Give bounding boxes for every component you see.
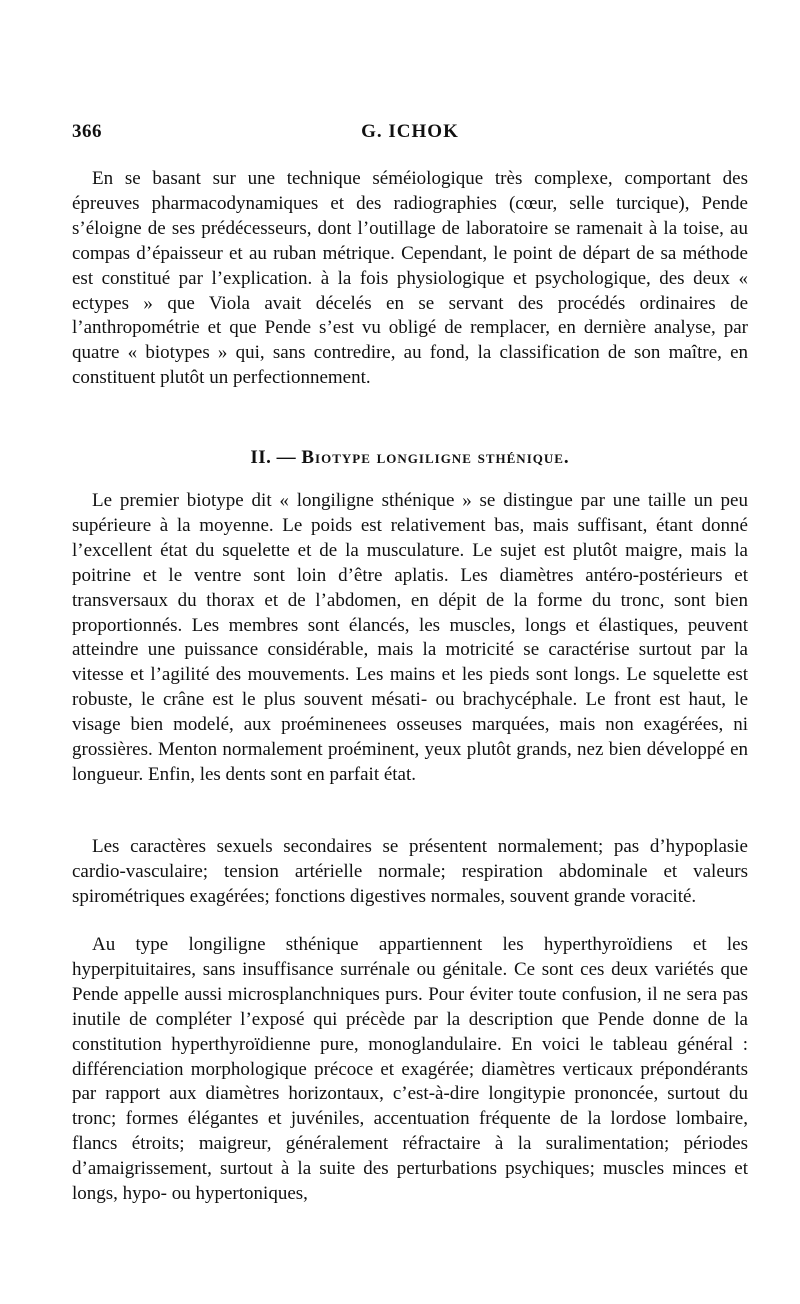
paragraph-sexual-characters: Les caractères sexuels secondaires se présentent normalement; pas d’hypoplasie cardio-vasculaire; tension artérielle normale; respiration abdominale et valeurs spirométriques exagérées; fonctions digestives normales, souvent grande voracité. [72,836,748,907]
paragraph-hyperthyroid-type: Au type longiligne sthénique appartiennent les hyperthyroïdiens et les hyperpituitaires, sans insuffisance surrénale ou génitale. Ce sont ces deux variétés que Pende appelle aussi microsplanchniques purs. Pour éviter toute confusion, il ne sera pas inutile de compléter l’exposé qui précède par la description que Pende donne de la constitution hyperthyroïdienne pure, monoglandulaire. En voici le tableau général : différenciation morphologique précoce et exagérée; diamètres verticaux prépondérants par rapport aux diamètres horizontaux, c’est-à-dire longitypie prononcée, surtout du tronc; formes élégantes et juvéniles, accentuation fréquente de la lordose lombaire, flancs étroits; maigreur, généralement réfractaire à la suralimentation; périodes d’amaigrissement, surtout à la suite des perturbations psychiques; muscles minces et longs, hypo- ou hypertoniques, [72,934,748,1205]
running-head [72,121,748,147]
section-numeral: II. — [250,447,297,468]
paragraph-first-biotype: Le premier biotype dit « longiligne sthénique » se distingue par une taille un peu supérieure à la moyenne. Le poids est relativement bas, mais suffisant, étant donné l’excellent état du squelette et de la musculature. Le sujet est plutôt maigre, mais la poitrine et le ventre sont loin d’être aplatis. Les diamètres antéro-postérieurs et transversaux du thorax et de l’abdomen, en dépit de la forme du tronc, sont bien proportionnés. Les membres sont élancés, les muscles, longs et élastiques, peuvent atteindre une puissance considérable, mais la motricité se caractérise surtout par la vitesse et l’agilité des mouvements. Les mains et les pieds sont longs. Le squelette est robuste, le crâne est le plus souvent mésati- ou brachycéphale. Le front est haut, le visage bien modelé, aux proéminenees osseuses marquées, mais non exagérées, ni grossières. Menton normalement proéminent, yeux plutôt grands, nez bien développé en longueur. Enfin, les dents sont en parfait état. [72,490,748,785]
page-number: 366 [72,121,102,142]
paragraph-intro: En se basant sur une technique séméiologique très complexe, comportant des épreuves pharmacodynamiques et des radiographies (cœur, selle turcique), Pende s’éloigne de ses prédécesseurs, dont l’outillage de laboratoire se ramenait à la toise, au compas d’épaisseur et au ruban métrique. Cependant, le point de départ de sa méthode est constitué par l’explication. à la fois physiologique et psychologique, des deux « ectypes » que Viola avait décelés en se servant des procédés ordinaires de l’anthropométrie et que Pende s’est vu obligé de remplacer, en dernière analyse, par quatre « biotypes » qui, sans contredire, au fond, la classification de son maître, en constituent plutôt un perfectionnement. [72,168,748,389]
running-head-author: G. ICHOK [361,121,459,142]
section-heading [72,447,748,469]
section-title: Biotype longiligne sthénique. [301,447,570,468]
